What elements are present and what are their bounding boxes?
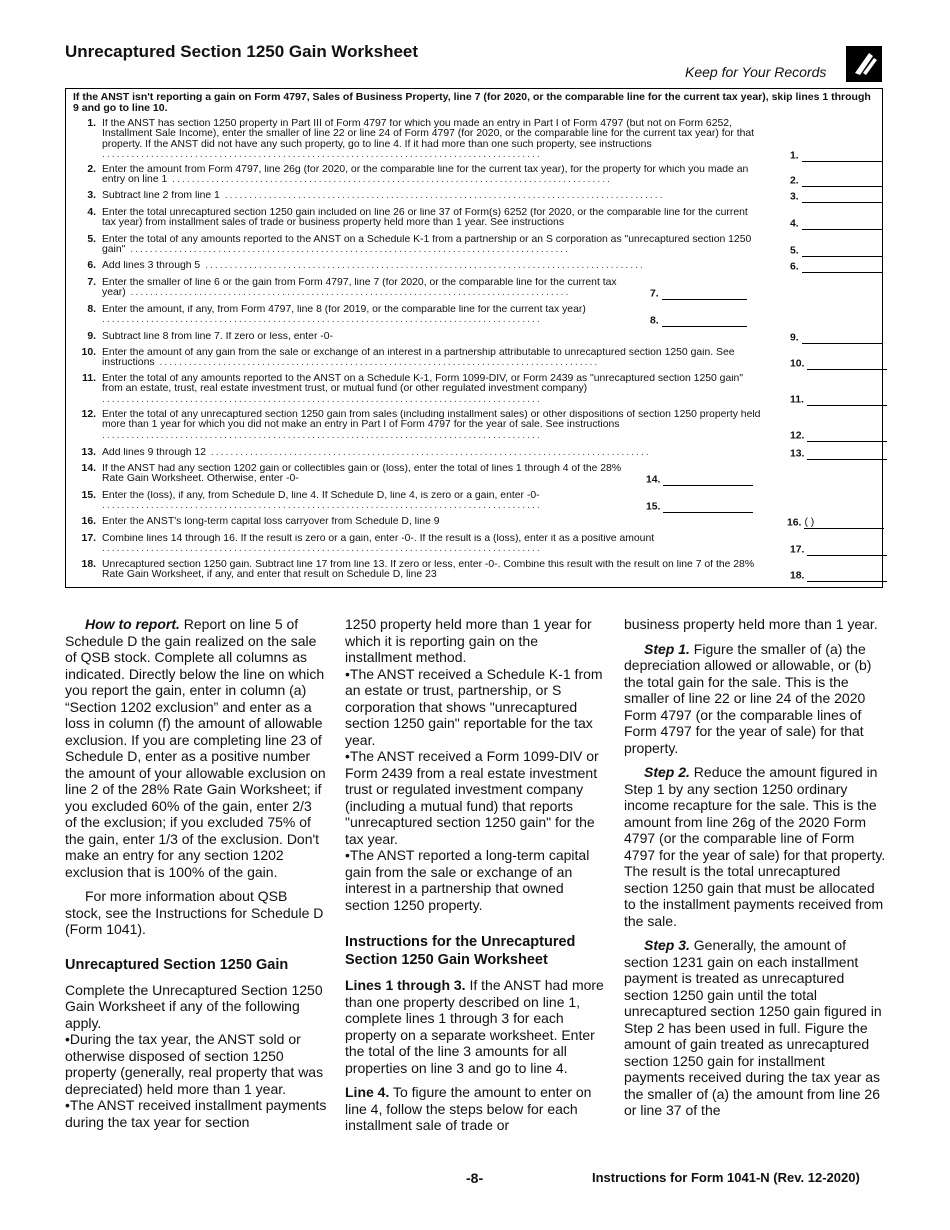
answer-line[interactable] <box>807 571 887 582</box>
step-3-heading: Step 3. <box>644 937 690 953</box>
line-number: 17. <box>81 533 96 544</box>
keep-records-label: Keep for Your Records <box>685 64 827 80</box>
instructions-heading: Instructions for the Unrecaptured Section 1250 Gain Worksheet <box>345 934 576 968</box>
answer-label: 14. <box>646 474 661 486</box>
answer-line[interactable] <box>802 219 882 230</box>
step-2-heading: Step 2. <box>644 764 690 780</box>
line-number: 3. <box>87 190 96 201</box>
leader-dots <box>102 580 542 581</box>
list-item-continued: business property held more than 1 year. <box>624 616 878 632</box>
answer-field[interactable] <box>790 176 882 187</box>
column-3 <box>624 616 886 1127</box>
leader-dots: .......................................................................................... <box>102 149 542 161</box>
line-text: Add lines 3 through 5 .......................................................................................... <box>102 261 645 271</box>
answer-field[interactable] <box>790 192 882 203</box>
step-1-heading: Step 1. <box>644 640 690 657</box>
list-item: • The ANST received a Form 1099-DIV or Form 2439 from a real estate investment trust or regulated investment company (including a mutual fund) that reports "unrecaptured section 1250 gain" for the tax year. <box>345 748 607 847</box>
line-number: 14. <box>81 463 96 474</box>
answer-label: 3. <box>790 191 799 203</box>
line-4-heading: Line 4. <box>345 1084 390 1100</box>
answer-label: 2. <box>790 175 799 187</box>
answer-line[interactable] <box>802 192 882 203</box>
answer-label: 15. <box>646 501 661 513</box>
lines-1-3-text: If the ANST had more than one property described on line 1, complete lines 1 through 3 for each property on a separate worksheet. Enter the total of the line 3 amounts for all properties on line 3 and go to line 4. <box>345 977 604 1076</box>
form-reference: Instructions for Form 1041-N (Rev. 12-2020) <box>592 1170 860 1185</box>
line-text: Unrecaptured section 1250 gain. Subtract line 17 from line 13. If zero or less, enter -0-. Combine this result with the result on line 7 of the 28% Rate Gain Worksheet, if any, and enter that result on Schedule D, line 23 <box>102 560 762 581</box>
answer-label: 8. <box>650 315 659 327</box>
leader-dots: .......................................................................................... <box>167 174 612 186</box>
step-2-text: Reduce the amount figured in Step 1 by any section 1250 ordinary income recapture for the sale. This is the amount from line 26g of the 2020 Form 4797 (or the comparable line of Form 4797 for the year of sale) for that property. The result is the total unrecaptured section 1250 gain that must be allocated to the installment payments received from the sale. <box>624 764 886 929</box>
line-text: If the ANST had any section 1202 gain or collectibles gain or (loss), enter the total of lines 1 through 4 of the 28% Rate Gain Worksheet. Otherwise, enter -0- <box>102 464 622 485</box>
leader-dots <box>102 228 542 229</box>
list-item: • The ANST reported a long-term capital gain from the sale or exchange of an interest in a partnership that owned section 1250 property. <box>345 847 607 913</box>
answer-label: 9. <box>790 332 799 344</box>
column-2 <box>345 616 607 1142</box>
answer-line[interactable] <box>662 316 747 327</box>
answer-field[interactable] <box>790 262 882 273</box>
step-1-text: Figure the smaller of (a) the depreciation allowed or allowable, or (b) the total gain for the sale. This is the smaller of line 22 or line 24 of the 2020 Form 4797 (or the comparable lines of Form 4797 for the year of sale) for that property. <box>624 640 872 756</box>
list-item: • The ANST received installment payments during the tax year for section <box>65 1097 327 1130</box>
page-number: -8- <box>466 1170 484 1186</box>
list-item-continued: 1250 property held more than 1 year for which it is reporting gain on the installment method. <box>345 616 592 665</box>
step-3-text: Generally, the amount of section 1231 gain on each installment payment is treated as unrecaptured section 1250 gain until the total unrecaptured section 1250 gain figured in Step 2 has been used in full. Figure the amount of gain treated as unrecaptured section 1250 gain for installment payments received during the tax year as the smaller of (a) the amount from line 26 or line 37 of the <box>624 937 882 1118</box>
unrecaptured-heading: Unrecaptured Section 1250 Gain <box>65 956 289 973</box>
line-text: Enter the amount, if any, from Form 4797, line 8 (for 2019, or the comparable line for the current tax year) .......................................................................................... <box>102 305 586 326</box>
answer-line[interactable] <box>807 395 887 406</box>
line-number: 15. <box>81 490 96 501</box>
qsb-more-info: For more information about QSB stock, see the Instructions for Schedule D (Form 1041). <box>65 888 324 937</box>
line-text: Enter the smaller of line 6 or the gain from Form 4797, line 7 (for 2020, or the comparable line for the current tax year) .......................................................................................... <box>102 278 617 299</box>
line-number: 2. <box>87 164 96 175</box>
leader-dots: .......................................................................................... <box>154 357 600 369</box>
answer-label: 12. <box>790 430 805 442</box>
answer-field[interactable] <box>790 246 882 257</box>
answer-line[interactable]: ( ) <box>804 518 884 529</box>
line-text: Add lines 9 through 12 .......................................................................................... <box>102 448 651 458</box>
line-text: Enter the amount of any gain from the sale or exchange of an interest in a partnership attributable to unrecaptured section 1250 gain. See instructions .......................................................................................... <box>102 348 735 369</box>
page-title: Unrecaptured Section 1250 Gain Worksheet <box>65 42 419 61</box>
answer-label: 6. <box>790 261 799 273</box>
line-text: If the ANST has section 1250 property in Part III of Form 4797 for which you made an entry in Part I of Form 4797 (but not on Form 6252, Installment Sale Income), enter the smaller of line 22 or line 24 of Form 4797 (for 2020, or the comparable line for the current tax year) for that property. If the ANST did not have any such property, go to line 4. If it had more than one such property, see instructions .......................................................................................... <box>102 119 755 161</box>
line-number: 13. <box>81 447 96 458</box>
answer-line[interactable] <box>662 289 747 300</box>
leader-dots: .......................................................................................... <box>102 543 542 555</box>
answer-label: 10. <box>790 358 805 370</box>
answer-label: 17. <box>790 544 805 556</box>
answer-field[interactable] <box>790 359 887 370</box>
line-text: Enter the amount from Form 4797, line 26g (for 2020, or the comparable line for the current tax year), for the property for which you made an entry on line 1 .......................................................................................... <box>102 165 749 186</box>
worksheet-intro: If the ANST isn't reporting a gain on Form 4797, Sales of Business Property, line 7 (for 2020, or the comparable line for the current tax year), skip lines 1 through 9 and go to line 10. <box>73 91 871 114</box>
leader-dots: .......................................................................................... <box>102 314 542 326</box>
line-text: Enter the total of any amounts reported to the ANST on a Schedule K-1 from a partnership or an S corporation as "unrecaptured section 1250 gain" .......................................................................................... <box>102 235 752 256</box>
answer-field[interactable] <box>650 316 747 327</box>
answer-field[interactable] <box>790 219 882 230</box>
line-text: Enter the (loss), if any, from Schedule D, line 4. If Schedule D, line 4, is zero or a gain, enter -0- .......................................................................................... <box>102 491 542 512</box>
answer-line[interactable] <box>663 475 753 486</box>
list-item: • The ANST received a Schedule K-1 from an estate or trust, partnership, or S corporation that shows "unrecaptured section 1250 gain" reportable for the tax year. <box>345 666 607 749</box>
line-number: 9. <box>87 331 96 342</box>
answer-field[interactable] <box>787 518 884 529</box>
answer-line[interactable] <box>802 246 882 257</box>
leader-dots <box>102 341 542 343</box>
leader-dots: .......................................................................................... <box>102 429 542 441</box>
answer-field[interactable] <box>790 431 887 442</box>
answer-line[interactable] <box>807 449 887 460</box>
answer-line[interactable] <box>663 502 753 513</box>
line-number: 16. <box>81 516 96 527</box>
line-text: Enter the total of any unrecaptured section 1250 gain from sales (including installment sales) or other dispositions of section 1250 property held more than 1 year for which you did not make an entry in Part I of Form 4797 for the year of sale. See instructions .......................................................................................... <box>102 410 761 441</box>
worksheet-box <box>65 88 883 588</box>
answer-label: 16. <box>787 517 802 529</box>
leader-dots: .......................................................................................... <box>219 191 665 201</box>
unrecaptured-intro: Complete the Unrecaptured Section 1250 Gain Worksheet if any of the following apply. <box>65 981 323 1031</box>
how-to-report-heading: How to report. <box>85 616 180 632</box>
line-number: 1. <box>87 118 96 129</box>
leader-dots: .......................................................................................... <box>200 261 645 271</box>
line-number: 4. <box>87 207 96 218</box>
leader-dots: .......................................................................................... <box>205 448 651 458</box>
keep-records-icon <box>846 46 882 82</box>
answer-line[interactable] <box>802 176 882 187</box>
line-text: Enter the ANST's long-term capital loss carryover from Schedule D, line 9 <box>102 517 762 528</box>
answer-label: 13. <box>790 448 805 460</box>
answer-field[interactable] <box>646 502 753 513</box>
list-item: • During the tax year, the ANST sold or otherwise disposed of section 1250 property (generally, real property that was depreciated) held more than 1 year. <box>65 1031 327 1097</box>
answer-line[interactable] <box>802 262 882 273</box>
lines-1-3-heading: Lines 1 through 3. <box>345 977 466 993</box>
line-4-text: To figure the amount to enter on line 4, follow the steps below for each installment sale of trade or <box>345 1084 592 1133</box>
answer-label: 1. <box>790 150 799 162</box>
answer-line[interactable] <box>802 151 882 162</box>
answer-field[interactable] <box>790 151 882 162</box>
line-number: 12. <box>81 409 96 420</box>
line-number: 10. <box>81 347 96 358</box>
line-number: 11. <box>82 373 96 384</box>
answer-line[interactable] <box>807 359 887 370</box>
line-number: 8. <box>87 304 96 315</box>
line-text: Subtract line 2 from line 1 .......................................................................................... <box>102 191 665 201</box>
answer-field[interactable] <box>790 449 887 460</box>
line-text: Subtract line 8 from line 7. If zero or less, enter -0- <box>102 332 762 343</box>
leader-dots: .......................................................................................... <box>125 244 571 256</box>
answer-field[interactable] <box>646 475 753 486</box>
answer-line[interactable] <box>807 431 887 442</box>
answer-field[interactable] <box>650 289 747 300</box>
leader-dots: .......................................................................................... <box>102 500 542 512</box>
how-to-report-text: Report on line 5 of Schedule D the gain realized on the sale of QSB stock. Complete all columns as indicated. Directly below the line on which you report the gain, enter in column (a) “Section 1202 exclusion” and enter as a loss in column (f) the amount of allowable exclusion. If you are completing line 23 of Schedule D, enter as a positive number the amount of your allowable exclusion on line 2 of the 28% Rate Gain Worksheet; if you excluded 60% of the gain, enter 2/3 of the exclusion; if you excluded 75% of the gain, enter 1/3 of the exclusion. Don't make an entry for any section 1202 exclusion that is 100% of the gain. <box>65 616 326 880</box>
leader-dots: .......................................................................................... <box>125 287 571 299</box>
answer-label: 4. <box>790 218 799 230</box>
line-text: Enter the total unrecaptured section 1250 gain included on line 26 or line 37 of Form(s) 6252 (for 2020, or the comparable line for the current tax year) from installment sales of trade or business property held more than 1 year. See instructions <box>102 208 762 229</box>
line-number: 5. <box>87 234 96 245</box>
answer-field[interactable] <box>790 395 887 406</box>
line-number: 7. <box>87 277 96 288</box>
answer-line[interactable] <box>802 333 882 344</box>
leader-dots <box>102 526 542 528</box>
answer-label: 18. <box>790 570 805 582</box>
answer-label: 11. <box>790 394 804 406</box>
answer-field[interactable] <box>790 545 887 556</box>
line-number: 6. <box>87 260 96 271</box>
leader-dots: .......................................................................................... <box>102 393 542 405</box>
answer-label: 7. <box>650 288 659 300</box>
answer-line[interactable] <box>807 545 887 556</box>
answer-field[interactable] <box>790 333 882 344</box>
line-number: 18. <box>81 559 96 570</box>
answer-field[interactable] <box>790 571 887 582</box>
column-1 <box>65 616 327 1130</box>
line-text: Combine lines 14 through 16. If the result is zero or a gain, enter -0-. If the result is a (loss), enter it as a positive amount .......................................................................................... <box>102 534 655 555</box>
answer-label: 5. <box>790 245 799 257</box>
leader-dots <box>102 484 542 485</box>
line-text: Enter the total of any amounts reported to the ANST on a Schedule K-1, Form 1099-DIV, or Form 2439 as "unrecaptured section 1250 gain" from an estate, trust, real estate investment trust, or mutual fund (or other regulated investment company) .......................................................................................... <box>102 374 744 405</box>
